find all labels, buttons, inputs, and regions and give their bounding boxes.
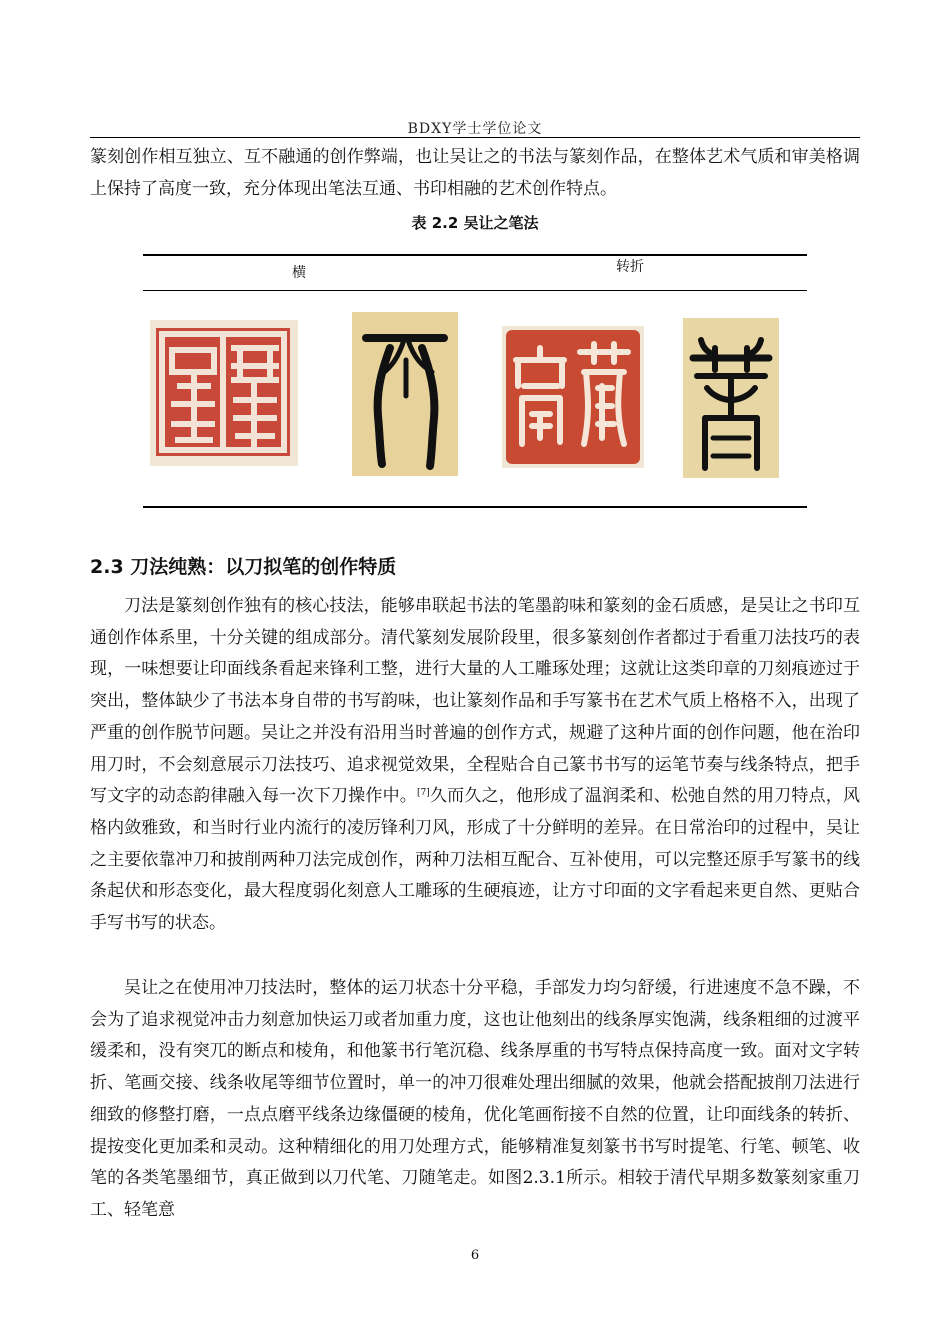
citation-reference[interactable]: [7] [417,788,430,799]
seal-script-character-icon [352,312,458,476]
intro-paragraph [90,142,860,205]
page-number: 6 [470,1248,480,1263]
paragraph-2-text: 吴让之在使用冲刀技法时，整体的运刀状态十分平稳，手部发力均匀舒缓，行进速度不急不躁，不会为了追求视觉冲击力刻意加快运刀或者加重力度，这也让他刻出的线条厚实饱满，线条粗细的过渡平缓柔和，没有突兀的断点和棱角，和他篆书行笔沉稳、线条厚重的书写特点保持高度一致。面对文字转折、笔画交接、线条收尾等细节位置时，单一的冲刀很难处理出细腻的效果，他就会搭配披削刀法进行细致的修整打磨，一点点磨平线条边缘僵硬的棱角，优化笔画衔接不自然的位置，让印面线条的转折、提按变化更加柔和灵动。这种精细化的用刀处理方式，能够精准复刻篆书书写时提笔、行笔、顿笔、收笔的各类笔墨细节，真正做到以刀代笔、刀随笔走。如图2.3.1所示。相较于清代早期多数篆刻家重刀工、轻笔意 [90,978,860,1220]
calligraphy-turning-image [683,318,779,478]
red-seal-stamp-icon [502,326,644,468]
table-caption: 表 2.2 吴让之笔法 [411,214,539,232]
paragraph-1-text-a: 刀法是篆刻创作独有的核心技法，能够串联起书法的笔墨韵味和篆刻的金石质感，是吴让之书印互通创作体系里，十分关键的组成部分。清代篆刻发展阶段里，很多篆刻创作者都过于看重刀法技巧的表现，一味想要让印面线条看起来锋利工整，进行大量的人工雕琢处理；这就让这类印章的刀刻痕迹过于突出，整体缺少了书法本身自带的书写韵味，也让篆刻作品和手写篆书在艺术气质上格格不入，出现了严重的创作脱节问题。吴让之并没有沿用当时普遍的创作方式，规避了这种片面的创作问题，他在治印用刀时，不会刻意展示刀法技巧、追求视觉效果，全程贴合自己篆书书写的运笔节奏与线条特点，把手写文字的动态韵律融入每一次下刀操作中。 [90,596,860,807]
running-header: BDXY学士学位论文 [407,121,543,137]
section-heading: 2.3 刀法纯熟：以刀拟笔的创作特质 [90,556,397,578]
header-rule [90,137,860,138]
seal-script-character-icon [683,318,779,478]
intro-text: 篆刻创作相互独立、互不融通的创作弊端，也让吴让之的书法与篆刻作品，在整体艺术气质和审美格调上保持了高度一致，充分体现出笔法互通、书印相融的艺术创作特点。 [90,147,860,199]
body-paragraph-1 [90,591,860,940]
red-seal-stamp-icon [150,320,298,466]
seal-stamp-horizontal-image [150,320,298,466]
seal-stamp-turning-image [502,326,644,468]
calligraphy-horizontal-image [352,312,458,476]
body-paragraph-2 [90,973,860,1227]
table-top-rule [143,254,807,256]
column-header-horizontal: 横 [292,265,306,281]
table-header-rule [143,290,807,291]
column-header-turning: 转折 [616,259,644,275]
paragraph-1-text-b: 久而久之，他形成了温润柔和、松弛自然的用刀特点，风格内敛雅致，和当时行业内流行的凌厉锋利刀风，形成了十分鲜明的差异。在日常治印的过程中，吴让之主要依靠冲刀和披削两种刀法完成创作，两种刀法相互配合、互补使用，可以完整还原手写篆书的线条起伏和形态变化，最大程度弱化刻意人工雕琢的生硬痕迹，让方寸印面的文字看起来更自然、更贴合手写书写的状态。 [90,786,861,934]
table-bottom-rule [143,506,807,508]
